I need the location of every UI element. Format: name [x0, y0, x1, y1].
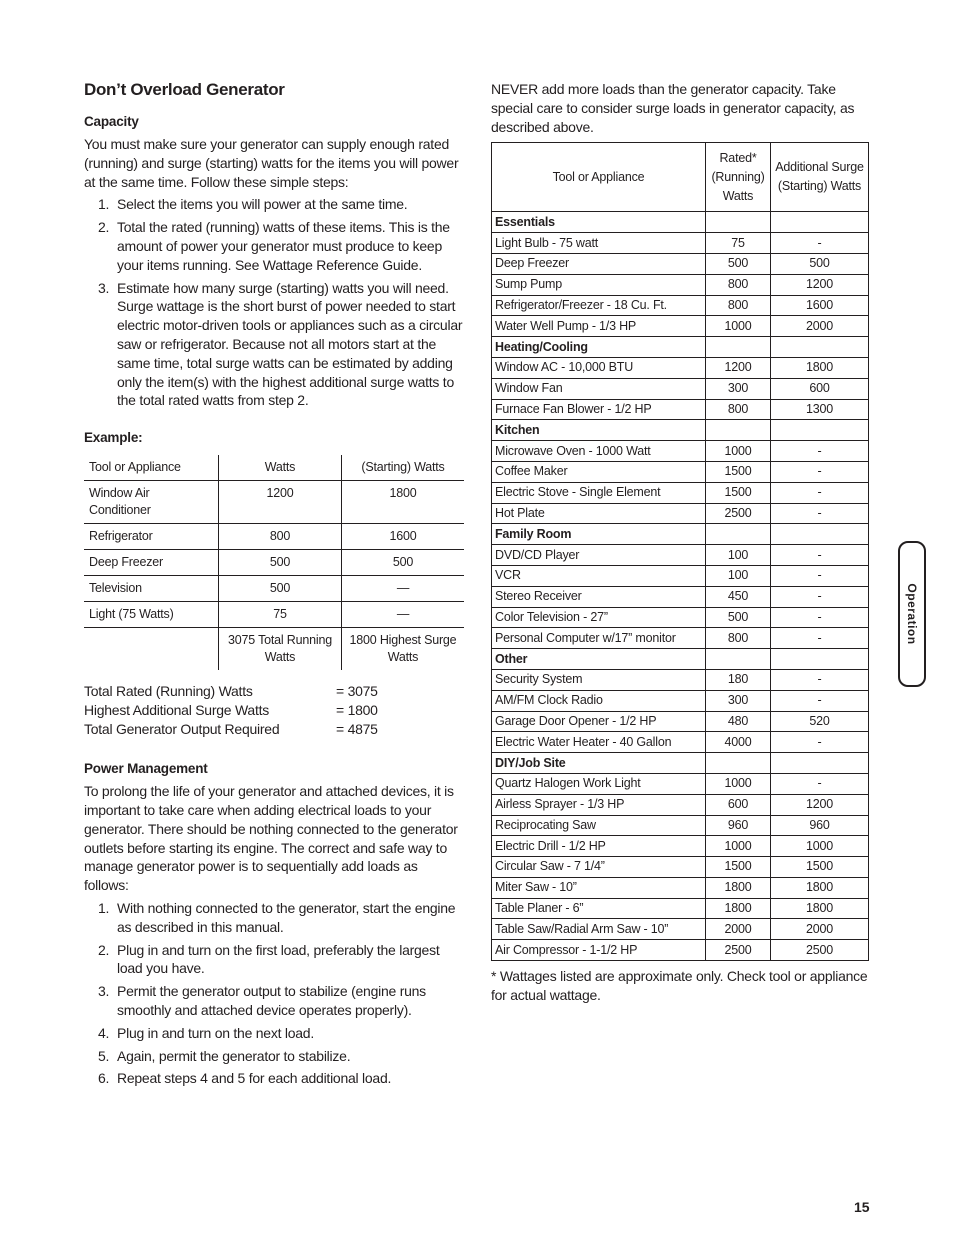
example-cell: 500	[219, 550, 342, 576]
wattage-cell: 2500	[771, 940, 869, 961]
wattage-cell: Air Compressor - 1-1/2 HP	[492, 940, 706, 961]
wattage-cell: Reciprocating Saw	[492, 815, 706, 836]
wattage-row	[492, 607, 869, 628]
wattage-cell: 480	[706, 711, 771, 732]
wattage-category-row	[492, 420, 869, 441]
wattage-cell	[706, 524, 771, 545]
power-management-step-number: 6.	[98, 1070, 110, 1087]
wattage-row	[492, 773, 869, 794]
left-column	[84, 80, 464, 1092]
example-row	[84, 524, 464, 550]
wattage-row	[492, 690, 869, 711]
example-cell: 1600	[342, 524, 465, 550]
wattage-cell: 1600	[771, 295, 869, 316]
wattage-row	[492, 836, 869, 857]
wattage-cell: 1800	[771, 877, 869, 898]
wattage-row	[492, 441, 869, 462]
wattage-row	[492, 274, 869, 295]
wattage-cell: Table Saw/Radial Arm Saw - 10”	[492, 919, 706, 940]
wattage-cell: 1800	[771, 357, 869, 378]
wattage-cell: Microwave Oven - 1000 Watt	[492, 441, 706, 462]
wattage-category-label: DIY/Job Site	[492, 753, 706, 774]
wattage-reference-table	[491, 142, 869, 961]
wattage-row	[492, 503, 869, 524]
power-management-step	[84, 1024, 464, 1043]
wattage-cell: -	[771, 586, 869, 607]
wattage-cell: Electric Water Heater - 40 Gallon	[492, 732, 706, 753]
wattage-cell: 800	[706, 628, 771, 649]
wattage-cell: 1000	[706, 773, 771, 794]
wattage-category-row	[492, 753, 869, 774]
wattage-summary	[84, 682, 464, 739]
summary-value: = 3075	[336, 683, 378, 700]
wattage-row	[492, 711, 869, 732]
wattage-cell	[706, 753, 771, 774]
example-heading: Example:	[84, 430, 143, 446]
wattage-cell: 500	[706, 253, 771, 274]
wattage-cell: -	[771, 545, 869, 566]
wattage-cell: -	[771, 690, 869, 711]
wattage-cell: Window Fan	[492, 378, 706, 399]
summary-value: = 4875	[336, 721, 378, 738]
wattage-cell	[771, 212, 869, 233]
wattage-header-tool: Tool or Appliance	[492, 143, 706, 212]
summary-label: Total Generator Output Required	[84, 721, 280, 738]
wattage-cell: Personal Computer w/17” monitor	[492, 628, 706, 649]
example-row	[84, 602, 464, 628]
power-management-step	[84, 982, 464, 1020]
wattage-cell: 4000	[706, 732, 771, 753]
wattage-category-label: Other	[492, 649, 706, 670]
summary-label: Highest Additional Surge Watts	[84, 702, 269, 719]
wattage-cell: 1300	[771, 399, 869, 420]
wattage-cell: DVD/CD Player	[492, 545, 706, 566]
wattage-row	[492, 815, 869, 836]
wattage-row	[492, 628, 869, 649]
power-management-step-number: 1.	[98, 899, 110, 916]
wattage-row	[492, 877, 869, 898]
wattage-cell: Hot Plate	[492, 503, 706, 524]
example-cell: Refrigerator	[89, 529, 153, 544]
power-management-step-number: 2.	[98, 941, 110, 958]
example-cell: —	[342, 602, 465, 628]
capacity-intro: You must make sure your generator can supply enough rated (running) and surge (starting) watts for the items you will power at the same time. Follow these simple steps:	[84, 136, 459, 190]
example-header-tool: Tool or Appliance	[89, 460, 181, 475]
wattage-cell	[706, 337, 771, 358]
wattage-cell: Airless Sprayer - 1/3 HP	[492, 794, 706, 815]
wattage-cell: 800	[706, 274, 771, 295]
wattage-cell: 2000	[771, 919, 869, 940]
wattage-cell: 1500	[706, 857, 771, 878]
wattage-cell: 100	[706, 545, 771, 566]
power-management-steps	[84, 899, 464, 1088]
example-row	[84, 576, 464, 602]
wattage-row	[492, 732, 869, 753]
wattage-row	[492, 565, 869, 586]
wattage-cell: 960	[771, 815, 869, 836]
example-header-starting: (Starting) Watts	[342, 455, 465, 481]
example-cell: 800	[219, 524, 342, 550]
wattage-cell: Quartz Halogen Work Light	[492, 773, 706, 794]
example-cell: —	[342, 576, 465, 602]
wattage-cell: Furnace Fan Blower - 1/2 HP	[492, 399, 706, 420]
capacity-step-number: 3.	[98, 279, 110, 296]
capacity-steps	[84, 195, 464, 410]
wattage-category-label: Family Room	[492, 524, 706, 545]
capacity-step-text: Select the items you will power at the same time.	[117, 196, 408, 213]
wattage-header-rated: Rated* (Running) Watts	[706, 143, 771, 212]
summary-row	[84, 701, 464, 720]
wattage-cell: 75	[706, 233, 771, 254]
wattage-cell	[771, 753, 869, 774]
wattage-cell: 600	[771, 378, 869, 399]
capacity-step	[84, 195, 464, 214]
wattage-cell: Water Well Pump - 1/3 HP	[492, 316, 706, 337]
example-cell: Window Air Conditioner	[89, 486, 151, 518]
wattage-cell: 1200	[706, 357, 771, 378]
power-management-heading: Power Management	[84, 761, 208, 777]
wattage-cell: 800	[706, 295, 771, 316]
wattage-cell: 520	[771, 711, 869, 732]
wattage-cell: 2000	[706, 919, 771, 940]
right-column	[491, 80, 869, 1005]
power-management-step	[84, 1069, 464, 1088]
wattage-cell: 500	[706, 607, 771, 628]
right-intro: NEVER add more loads than the generator capacity. Take special care to consider surge loads in generator capacity, as described above.	[491, 81, 855, 135]
wattage-cell	[771, 524, 869, 545]
wattage-cell	[771, 337, 869, 358]
wattage-cell	[706, 212, 771, 233]
page-number: 15	[854, 1199, 870, 1215]
wattage-cell: -	[771, 482, 869, 503]
wattage-cell: 1800	[706, 898, 771, 919]
wattage-category-row	[492, 337, 869, 358]
wattage-cell: Window AC - 10,000 BTU	[492, 357, 706, 378]
wattage-cell: 1000	[706, 836, 771, 857]
example-cell	[84, 628, 219, 671]
example-header-watts: Watts	[219, 455, 342, 481]
footnote: * Wattages listed are approximate only. Check tool or appliance for actual wattage.	[491, 968, 868, 1003]
capacity-step-number: 1.	[98, 196, 110, 213]
wattage-category-row	[492, 524, 869, 545]
wattage-row	[492, 586, 869, 607]
capacity-step	[84, 218, 464, 274]
wattage-row	[492, 545, 869, 566]
example-cell: 500	[342, 550, 465, 576]
capacity-step-number: 2.	[98, 219, 110, 236]
wattage-cell: 1200	[771, 794, 869, 815]
wattage-row	[492, 357, 869, 378]
wattage-cell: Circular Saw - 7 1/4”	[492, 857, 706, 878]
capacity-step-text: Estimate how many surge (starting) watts you will need. Surge wattage is the short burst of power needed to start electric motor-driven tools or appliances such as a circular saw or refrigerator. Because not all motors start at the same time, total surge watts can be estimated by adding only the item(s) with the highest additional surge watts to the total rated watts from step 2.	[117, 279, 463, 409]
wattage-cell: 1200	[771, 274, 869, 295]
wattage-cell: 1500	[706, 461, 771, 482]
wattage-cell: -	[771, 233, 869, 254]
wattage-row	[492, 295, 869, 316]
wattage-header-surge: Additional Surge (Starting) Watts	[771, 143, 869, 212]
wattage-cell: Electric Stove - Single Element	[492, 482, 706, 503]
wattage-row	[492, 233, 869, 254]
wattage-row	[492, 482, 869, 503]
example-cell: Television	[89, 581, 142, 596]
wattage-category-row	[492, 649, 869, 670]
wattage-category-label: Essentials	[492, 212, 706, 233]
wattage-cell	[771, 649, 869, 670]
capacity-step-text: Total the rated (running) watts of these items. This is the amount of power your generator must produce to keep your items running. See Wattage Reference Guide.	[117, 219, 450, 273]
example-row	[84, 550, 464, 576]
wattage-cell: 450	[706, 586, 771, 607]
wattage-category-row	[492, 212, 869, 233]
wattage-cell	[771, 420, 869, 441]
wattage-category-label: Kitchen	[492, 420, 706, 441]
power-management-step	[84, 941, 464, 979]
wattage-cell: -	[771, 441, 869, 462]
section-tab-label: Operation	[905, 583, 919, 645]
wattage-cell: Miter Saw - 10”	[492, 877, 706, 898]
wattage-cell: 1000	[771, 836, 869, 857]
capacity-step	[84, 279, 464, 411]
power-management-step-text: Repeat steps 4 and 5 for each additional load.	[117, 1070, 392, 1087]
power-management-step-text: Plug in and turn on the first load, preferably the largest load you have.	[117, 941, 440, 977]
wattage-cell: Security System	[492, 669, 706, 690]
wattage-cell: Color Television - 27”	[492, 607, 706, 628]
power-management-step-number: 4.	[98, 1024, 110, 1041]
wattage-cell	[706, 649, 771, 670]
wattage-cell: -	[771, 503, 869, 524]
wattage-cell: Sump Pump	[492, 274, 706, 295]
example-cell: 75	[219, 602, 342, 628]
summary-value: = 1800	[336, 702, 378, 719]
wattage-cell: 500	[771, 253, 869, 274]
power-management-step-text: With nothing connected to the generator, start the engine as described in this manual.	[117, 899, 456, 935]
wattage-cell: 1800	[771, 898, 869, 919]
wattage-cell: -	[771, 773, 869, 794]
wattage-cell: -	[771, 732, 869, 753]
wattage-cell: 180	[706, 669, 771, 690]
wattage-cell: 100	[706, 565, 771, 586]
wattage-cell: 300	[706, 378, 771, 399]
example-cell: 1800	[342, 481, 465, 524]
capacity-heading: Capacity	[84, 114, 139, 129]
wattage-row	[492, 399, 869, 420]
wattage-row	[492, 940, 869, 961]
wattage-cell: 1000	[706, 316, 771, 337]
example-table	[84, 455, 464, 670]
power-management-step-text: Again, permit the generator to stabilize.	[117, 1047, 351, 1064]
wattage-cell: 2500	[706, 503, 771, 524]
page-title: Don’t Overload Generator	[84, 80, 285, 99]
wattage-cell: 1800	[706, 877, 771, 898]
wattage-cell: -	[771, 628, 869, 649]
wattage-cell: 2500	[706, 940, 771, 961]
wattage-cell: Light Bulb - 75 watt	[492, 233, 706, 254]
section-tab	[898, 541, 926, 687]
wattage-cell: 2000	[771, 316, 869, 337]
power-management-step-text: Plug in and turn on the next load.	[117, 1024, 314, 1041]
example-cell: 500	[219, 576, 342, 602]
wattage-cell: Coffee Maker	[492, 461, 706, 482]
wattage-cell: 1500	[706, 482, 771, 503]
power-management-step	[84, 899, 464, 937]
example-header-row	[84, 455, 464, 481]
wattage-cell	[706, 420, 771, 441]
example-cell: 3075 Total Running Watts	[219, 628, 342, 671]
wattage-row	[492, 669, 869, 690]
wattage-cell: Table Planer - 6”	[492, 898, 706, 919]
wattage-cell: AM/FM Clock Radio	[492, 690, 706, 711]
example-cell: Deep Freezer	[89, 555, 164, 570]
wattage-header-row	[492, 143, 869, 212]
example-cell: 1800 Highest Surge Watts	[342, 628, 465, 671]
power-management-step-text: Permit the generator output to stabilize (engine runs smoothly and attached device operates properly).	[117, 983, 426, 1018]
wattage-row	[492, 919, 869, 940]
wattage-cell: 800	[706, 399, 771, 420]
wattage-cell: 300	[706, 690, 771, 711]
wattage-cell: VCR	[492, 565, 706, 586]
wattage-row	[492, 316, 869, 337]
wattage-cell: Garage Door Opener - 1/2 HP	[492, 711, 706, 732]
wattage-cell: Electric Drill - 1/2 HP	[492, 836, 706, 857]
wattage-row	[492, 378, 869, 399]
wattage-row	[492, 253, 869, 274]
wattage-row	[492, 898, 869, 919]
power-management-step-number: 5.	[98, 1047, 110, 1064]
wattage-cell: 960	[706, 815, 771, 836]
example-row	[84, 481, 464, 524]
wattage-cell: Refrigerator/Freezer - 18 Cu. Ft.	[492, 295, 706, 316]
wattage-cell: -	[771, 565, 869, 586]
wattage-cell: -	[771, 669, 869, 690]
wattage-row	[492, 461, 869, 482]
power-management-step-number: 3.	[98, 983, 110, 1000]
power-management-step	[84, 1047, 464, 1066]
wattage-cell: 1000	[706, 441, 771, 462]
example-cell: 1200	[219, 481, 342, 524]
wattage-cell: 1500	[771, 857, 869, 878]
wattage-category-label: Heating/Cooling	[492, 337, 706, 358]
wattage-cell: Deep Freezer	[492, 253, 706, 274]
example-cell: Light (75 Watts)	[89, 607, 174, 622]
wattage-row	[492, 857, 869, 878]
summary-label: Total Rated (Running) Watts	[84, 683, 253, 700]
wattage-cell: -	[771, 607, 869, 628]
summary-row	[84, 682, 464, 701]
wattage-cell: Stereo Receiver	[492, 586, 706, 607]
wattage-cell: -	[771, 461, 869, 482]
example-totals-row	[84, 628, 464, 671]
summary-row	[84, 720, 464, 739]
power-management-intro: To prolong the life of your generator and attached devices, it is important to take care when adding electrical loads to your generator. There should be nothing connected to the generator outlets before starting its engine. The correct and safe way to manage generator power is to sequentially add loads as follows:	[84, 783, 458, 894]
wattage-row	[492, 794, 869, 815]
wattage-cell: 600	[706, 794, 771, 815]
